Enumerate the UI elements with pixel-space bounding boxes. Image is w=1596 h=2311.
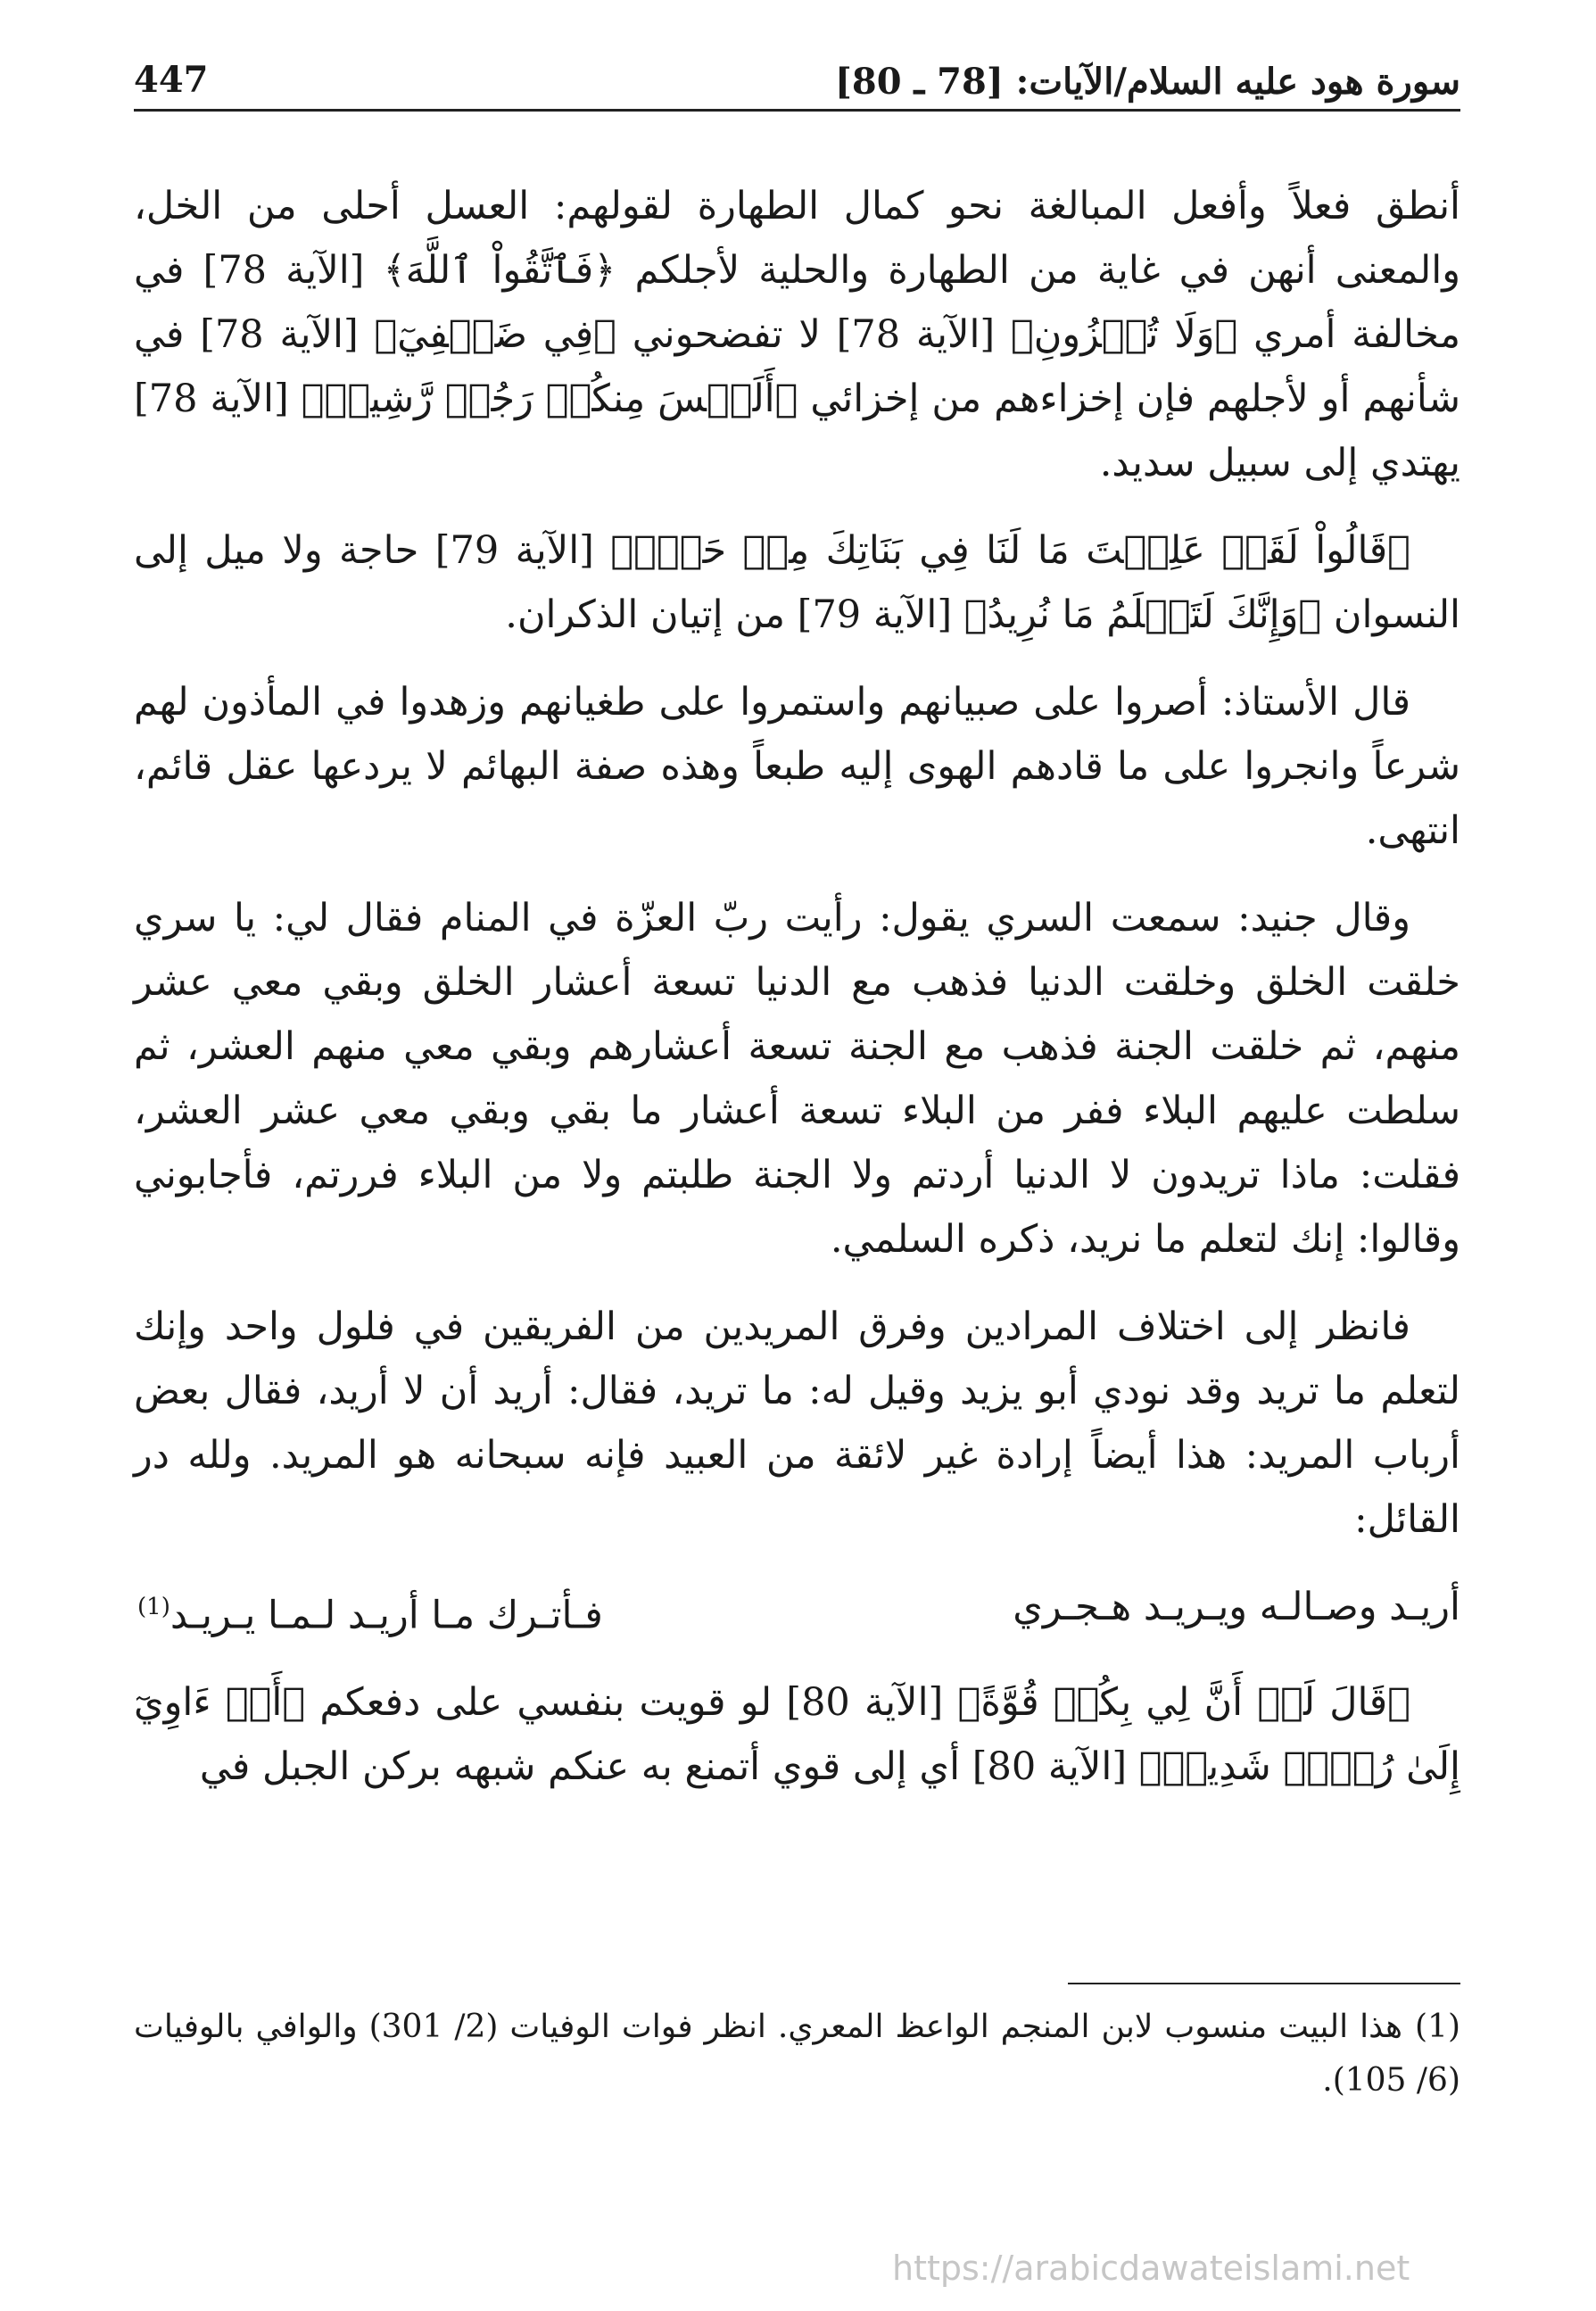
footnote-text: هذا البيت منسوب لابن المنجم الواعظ المعري. انظر فوات الوفيات (2/ 301) والوافي بالوفيات (6/ 105). — [134, 2009, 1460, 2099]
footnote-divider — [1068, 1983, 1460, 1984]
verse-first-hemistich: أريـد وصـالـه ويـريـد هـجـري — [1013, 1585, 1460, 1629]
paragraph-4: وقال جنيد: سمعت السري يقول: رأيت ربّ العزّة في المنام فقال لي: يا سري خلقت الخلق وخلقت الدنيا فذهب مع الدنيا تسعة أعشار الخلق وبقي معي عشر منهم، ثم خلقت الجنة فذهب مع الجنة تسعة أعشارهم وبقي معي منهم العشر، ثم سلطت عليهم البلاء ففر من البلاء تسعة أعشار ما بقي وبقي معي عشر العشر، فقلت: ماذا تريدون لا الدنيا أردتم ولا الجنة طلبتم ولا من البلاء فررتم، فأجابوني وقالوا: إنك لتعلم ما نريد، ذكره السلمي. — [134, 896, 1460, 1262]
page-header — [134, 55, 1460, 112]
page-number: 447 — [134, 59, 209, 101]
paragraph-6: ﴿قَالَ لَوۡ أَنَّ لِي بِكُمۡ قُوَّةً﴾ [الآية 80] لو قويت بنفسي على دفعكم ﴿أَوۡ ءَاوِيٓ إِلَىٰ رُكۡنٖ شَدِيدٖ﴾ [الآية 80] أي إلى قوي أتمنع به عنكم شبهه بركن الجبل في — [134, 1680, 1460, 1790]
watermark-url: https://arabicdawateislami.net — [892, 2249, 1410, 2288]
footnote-reference: (1) — [137, 1594, 170, 1620]
paragraph-2: ﴿قَالُواْ لَقَدۡ عَلِمۡتَ مَا لَنَا فِي بَنَاتِكَ مِنۡ حَقّٖ﴾ [الآية 79] حاجة ولا ميل إلى النسوان ﴿وَإِنَّكَ لَتَعۡلَمُ مَا نُرِيدُ﴾ [الآية 79] من إتيان الذكران. — [134, 528, 1460, 637]
poetry-verse — [134, 1575, 1460, 1647]
footnote — [134, 2000, 1460, 2108]
paragraph-3: قال الأستاذ: أصروا على صبيانهم واستمروا على طغيانهم وزهدوا في المأذون لهم شرعاً وانجروا على ما قادهم الهوى إليه طبعاً وهذه صفة البهائم لا يردعها عقل قائم، انتهى. — [134, 680, 1460, 853]
verse-second-hemistich: فـأتـرك مـا أريـد لـمـا يـريـد$^{(1)}$ — [137, 1593, 603, 1638]
body-text — [134, 174, 1460, 1822]
paragraph-1: أنطق فعلاً وأفعل المبالغة نحو كمال الطهارة لقولهم: العسل أحلى من الخل، والمعنى أنهن في غاية من الطهارة والحلية لأجلكم ﴿فَٱتَّقُواْ ٱللَّهَ﴾ [الآية 78] في مخالفة أمري ﴿وَلَا تُخۡزُونِ﴾ [الآية 78] لا تفضحوني ﴿فِي ضَيۡفِيٓ﴾ [الآية 78] في شأنهم أو لأجلهم فإن إخزاءهم من إخزائي ﴿أَلَيۡسَ مِنكُمۡ رَجُلٞ رَّشِيدٞ﴾ [الآية 78] يهتدي إلى سبيل سديد. — [134, 184, 1460, 485]
footnote-mark: (1) — [1415, 2009, 1460, 2045]
paragraph-5: فانظر إلى اختلاف المرادين وفرق المريدين من الفريقين في فلول واحد وإنك لتعلم ما تريد وقد نودي أبو يزيد وقيل له: ما تريد، فقال: أريد أن لا أريد، فقال بعض أرباب المريد: هذا أيضاً إرادة غير لائقة من العبيد فإنه سبحانه هو المريد. ولله در القائل: — [134, 1305, 1460, 1542]
running-title: سورة هود عليه السلام/الآيات: [78 ـ 80] — [834, 61, 1460, 103]
